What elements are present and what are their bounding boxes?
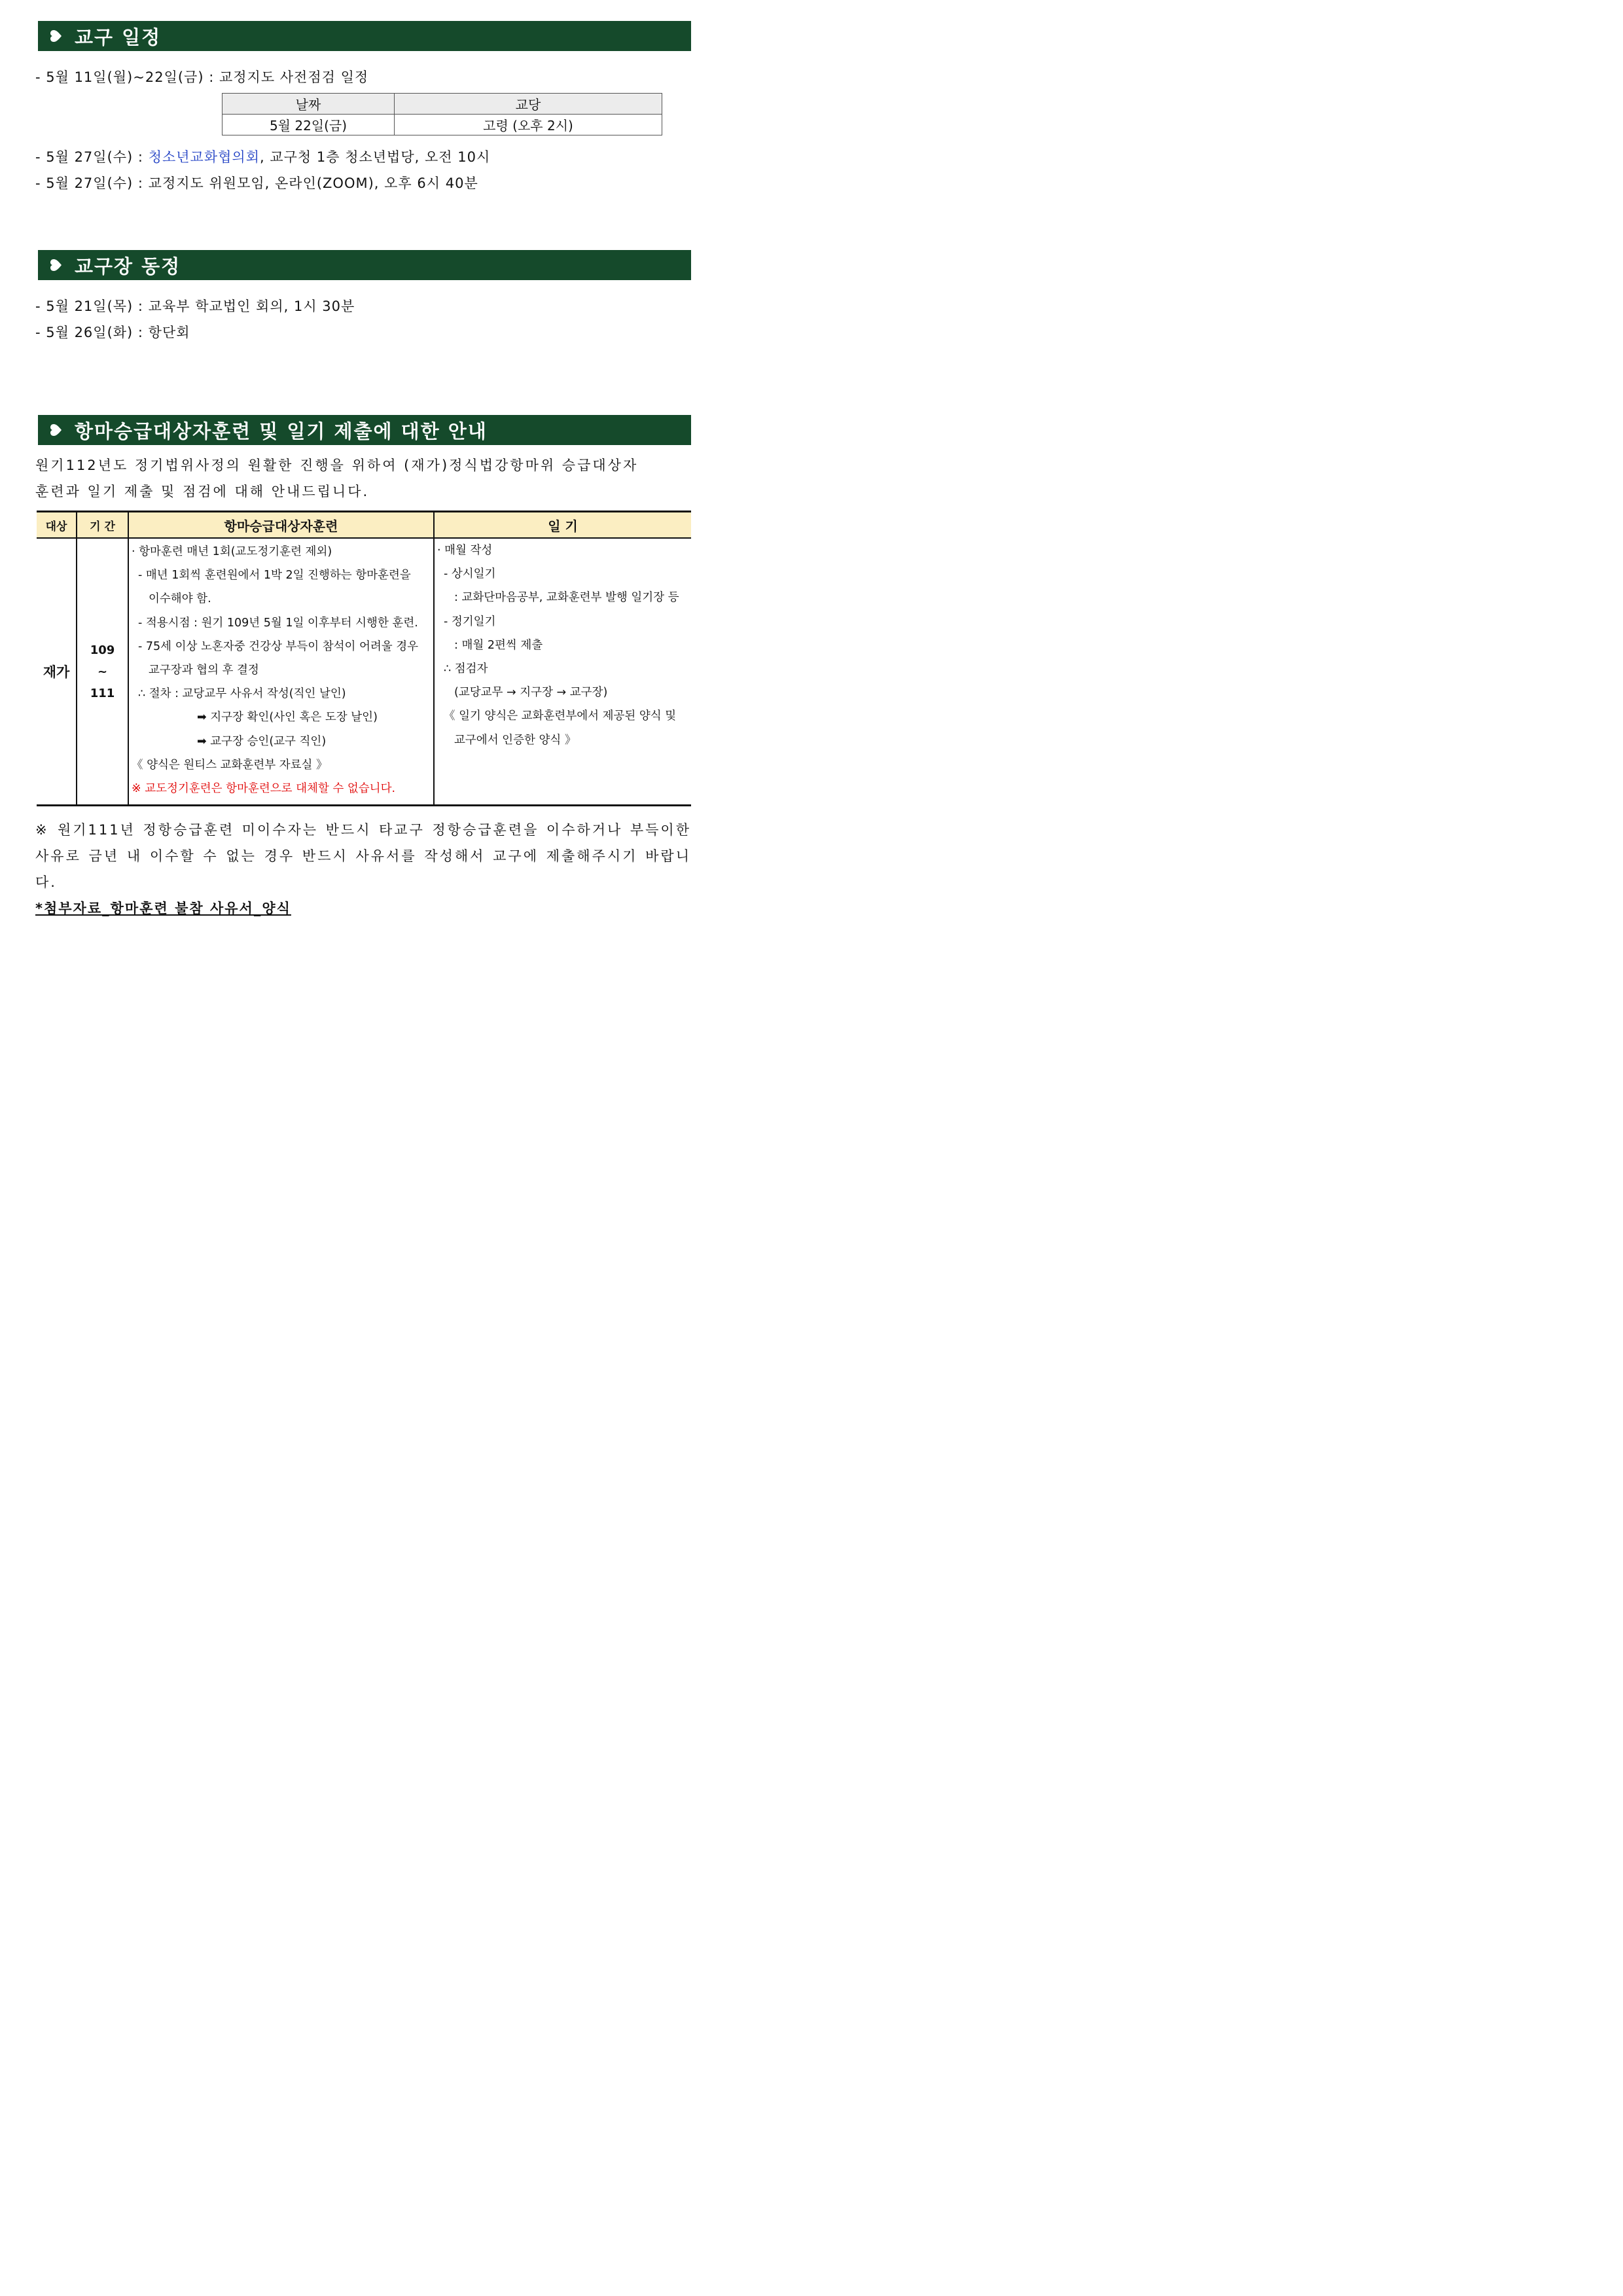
schedule-table — [222, 93, 662, 135]
schedule-line: - 5월 11일(월)~22일(금) : 교정지도 사전점검 일정 — [35, 69, 369, 85]
table-cell-temple: 고령 (오후 2시) — [395, 115, 662, 135]
notice-paragraph: ※ 원기111년 정항승급훈련 미이수자는 반드시 타교구 정항승급훈련을 이수하거나 부득이한 사유로 금년 내 이수할 수 없는 경우 반드시 사유서를 작성해서 교구에 제출해주시기 바랍니다. — [35, 822, 691, 890]
training-item: 이수해야 함. — [149, 592, 211, 606]
diary-item: : 교화단마음공부, 교화훈련부 발행 일기장 등 — [454, 591, 679, 605]
section-header-head-activities — [38, 250, 691, 280]
diary-item: - 상시일기 — [444, 567, 496, 581]
period-end: 111 — [90, 686, 115, 700]
diary-item: 교구에서 인증한 양식 》 — [454, 733, 577, 747]
section-header-training-notice — [38, 415, 691, 445]
period-start: 109 — [90, 643, 115, 657]
intro-paragraph-line: 원기112년도 정기법위사정의 원활한 진행을 위하여 (재가)정식법강항마위 승급대상자 — [35, 457, 639, 473]
training-item: ➡ 교구장 승인(교구 직인) — [197, 734, 327, 748]
section-title: 교구 일정 — [75, 26, 162, 48]
training-item: - 75세 이상 노혼자중 건강상 부득이 참석이 어려울 경우 — [138, 639, 419, 653]
diary-item: · 매월 작성 — [437, 544, 493, 557]
table-header-date: 날짜 — [223, 94, 395, 115]
table-header-temple: 교당 — [395, 94, 662, 115]
training-item: ➡ 지구장 확인(사인 혹은 도장 날인) — [197, 711, 378, 725]
training-warning: ※ 교도정기훈련은 항마훈련으로 대체할 수 없습니다. — [132, 782, 396, 796]
youth-council-link[interactable]: 청소년교화협의회 — [148, 149, 260, 165]
table-cell-period — [77, 538, 128, 806]
table-cell-training — [128, 538, 434, 806]
table-cell-target: 재가 — [37, 538, 77, 806]
diary-item: - 정기일기 — [444, 615, 496, 628]
diary-item: (교당교무 → 지구장 → 교구장) — [454, 686, 608, 700]
schedule-line: - 5월 27일(수) : 교정지도 위원모임, 온라인(ZOOM), 오후 6시 40분 — [35, 175, 478, 191]
training-item: 교구장과 협의 후 결정 — [149, 664, 259, 677]
section-title: 항마승급대상자훈련 및 일기 제출에 대한 안내 — [75, 420, 488, 442]
intro-paragraph-line: 훈련과 일기 제출 및 점검에 대해 안내드립니다. — [35, 484, 370, 499]
diary-item: : 매월 2편씩 제출 — [454, 638, 543, 652]
training-table — [37, 511, 691, 806]
activity-line: - 5월 26일(화) : 항단회 — [35, 325, 190, 340]
activity-line: - 5월 21일(목) : 교육부 학교법인 회의, 1시 30분 — [35, 298, 355, 314]
heart-bullet-icon — [50, 29, 65, 43]
schedule-date: - 5월 27일(수) : — [35, 149, 149, 165]
training-item: · 항마훈련 매년 1회(교도정기훈련 제외) — [132, 545, 332, 558]
diary-item: 《 일기 양식은 교화훈련부에서 제공된 양식 및 — [444, 709, 677, 723]
section-header-district-schedule — [38, 21, 691, 51]
table-cell-diary — [434, 538, 691, 806]
training-item: 《 양식은 원티스 교화훈련부 자료실 》 — [132, 758, 328, 772]
heart-bullet-icon — [50, 259, 65, 272]
diary-item: ∴ 점검자 — [444, 662, 488, 676]
training-item: - 매년 1회씩 훈련원에서 1박 2일 진행하는 항마훈련을 — [138, 569, 411, 583]
table-header-period: 기 간 — [77, 512, 128, 539]
section-title: 교구장 동정 — [75, 255, 181, 278]
training-item: - 적용시점 : 원기 109년 5월 1일 이후부터 시행한 훈련. — [138, 616, 418, 630]
schedule-line — [35, 147, 490, 166]
table-header-diary: 일 기 — [434, 512, 691, 539]
attachment-link[interactable]: *첨부자료_항마훈련 불참 사유서_양식 — [35, 901, 291, 916]
table-header-target: 대상 — [37, 512, 77, 539]
table-header-training: 항마승급대상자훈련 — [128, 512, 434, 539]
heart-bullet-icon — [50, 423, 65, 437]
schedule-detail: , 교구청 1층 청소년법당, 오전 10시 — [259, 149, 491, 165]
training-item: ∴ 절차 : 교당교무 사유서 작성(직인 날인) — [138, 687, 346, 701]
table-cell-date: 5월 22일(금) — [223, 115, 395, 135]
period-separator: ~ — [97, 664, 108, 679]
